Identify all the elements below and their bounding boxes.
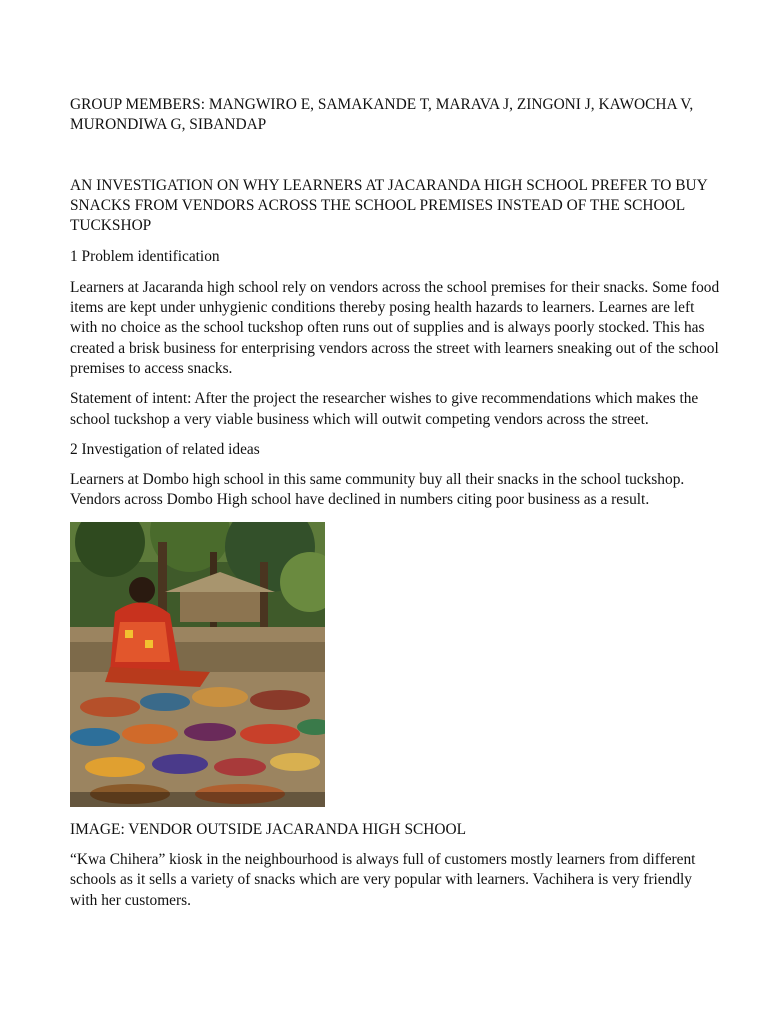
related-ideas-paragraph: Learners at Dombo high school in this same community buy all their snacks in the school tuckshop. Vendors across Dombo High school have declined in numbers citing poor business as a result. (70, 471, 685, 509)
problem-paragraph: Learners at Jacaranda high school rely on vendors across the school premises for their snacks. Some food items are kept under unhygienic conditions thereby posing health hazards to learners. Learnes are left with no choice as the school tuckshop often runs out of supplies and is always poorly stocked. This has created a brisk business for enterprising vendors across the street with learners sneaking out of the school premises to access snacks. (70, 278, 720, 377)
kiosk-paragraph: “Kwa Chihera” kiosk in the neighbourhood is always full of customers mostly learners from different schools as it sells a variety of snacks which are very popular with learners. Vachihera is very friendly with her customers. (70, 851, 696, 909)
group-members: GROUP MEMBERS: MANGWIRO E, SAMAKANDE T, MARAVA J, ZINGONI J, KAWOCHA V, MURONDIWA G, SIBANDAP (70, 96, 694, 134)
document-title: AN INVESTIGATION ON WHY LEARNERS AT JACARANDA HIGH SCHOOL PREFER TO BUY SNACKS FROM VENDORS ACROSS THE SCHOOL PREMISES INSTEAD OF THE SCHOOL TUCKSHOP (70, 176, 708, 235)
vendor-photo (70, 522, 325, 807)
section-heading-related-ideas: 2 Investigation of related ideas (70, 440, 260, 458)
image-caption: IMAGE: VENDOR OUTSIDE JACARANDA HIGH SCHOOL (70, 820, 467, 838)
section-heading-problem-identification: 1 Problem identification (70, 248, 220, 266)
statement-of-intent: Statement of intent: After the project the researcher wishes to give recommendations which makes the school tuckshop a very viable business which will outwit competing vendors across the street. (70, 390, 699, 428)
document-page (70, 95, 720, 921)
